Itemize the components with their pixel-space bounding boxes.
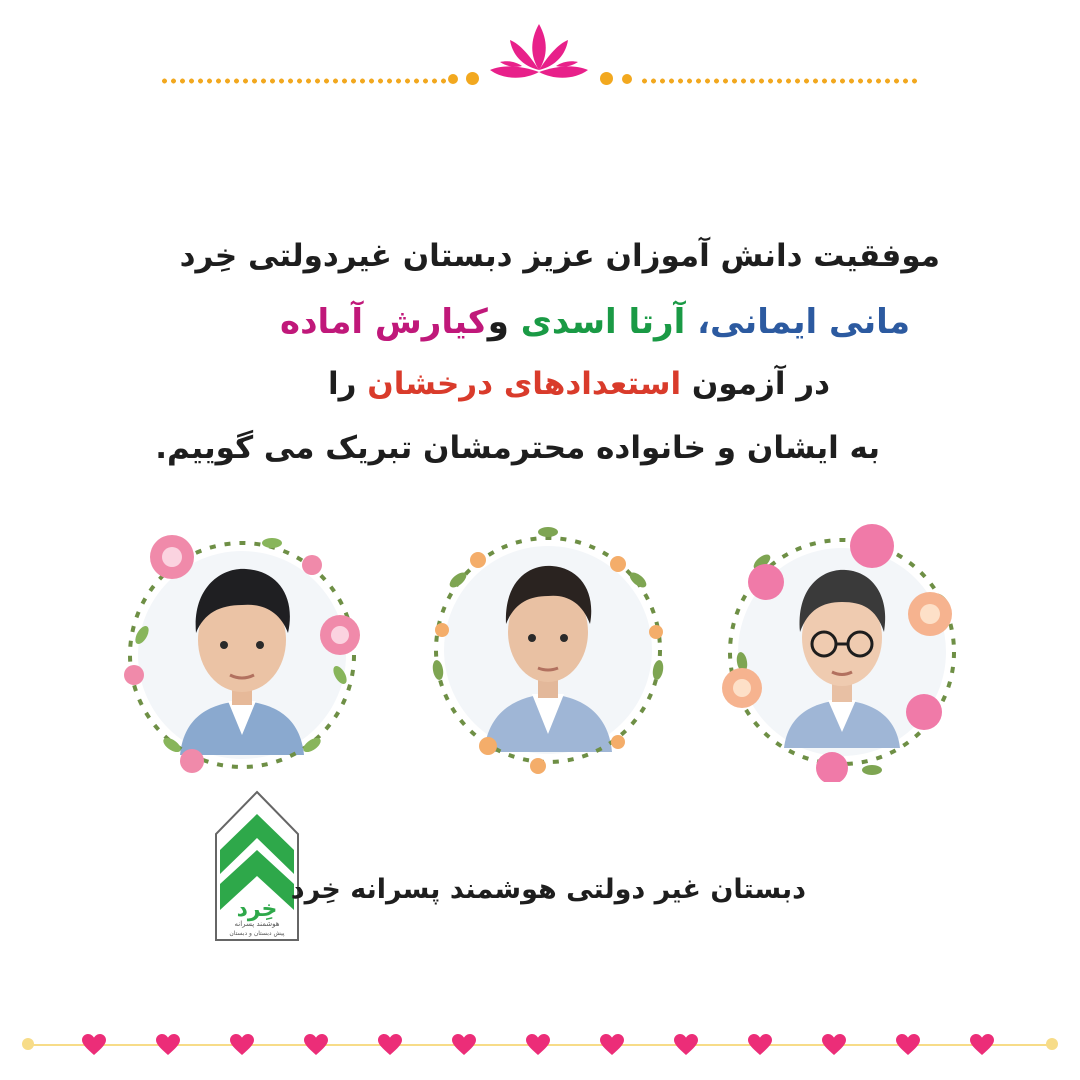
heart-icon [896,1034,920,1056]
message-line-4: به ایشان و خانواده محترمشان تبریک می گوییم. [155,430,880,466]
student-name-3: کیارش آماده [280,302,488,342]
logo-subtitle-text: هوشمند پسرانه [234,920,280,928]
heart-icon [822,1034,846,1056]
message-line-1: موفقیت دانش آموزان عزیز دبستان غیردولتی خِرد [179,238,940,274]
heart-icon [526,1034,550,1056]
heart-icon [970,1034,994,1056]
heart-icon [156,1034,180,1056]
heart-icon [674,1034,698,1056]
exam-suffix: را [328,366,357,402]
exam-name: استعدادهای درخشان [367,366,682,402]
heart-icon [378,1034,402,1056]
school-name: دبستان غیر دولتی هوشمند پسرانه خِرد [290,874,806,905]
heart-icon [600,1034,624,1056]
exam-prefix: در آزمون [691,366,830,402]
logo-tagline-text: پیش دبستان و دبستان [229,930,285,937]
heart-icon [304,1034,328,1056]
logo-brand-text: خِرد [236,897,278,922]
heart-icon [82,1034,106,1056]
heart-icon [452,1034,476,1056]
student-name-2: آرتا اسدی [520,302,686,342]
heart-icon [230,1034,254,1056]
student-name-1: مانی ایمانی، [697,302,910,342]
conjunction: و [487,302,509,342]
heart-icon [748,1034,772,1056]
